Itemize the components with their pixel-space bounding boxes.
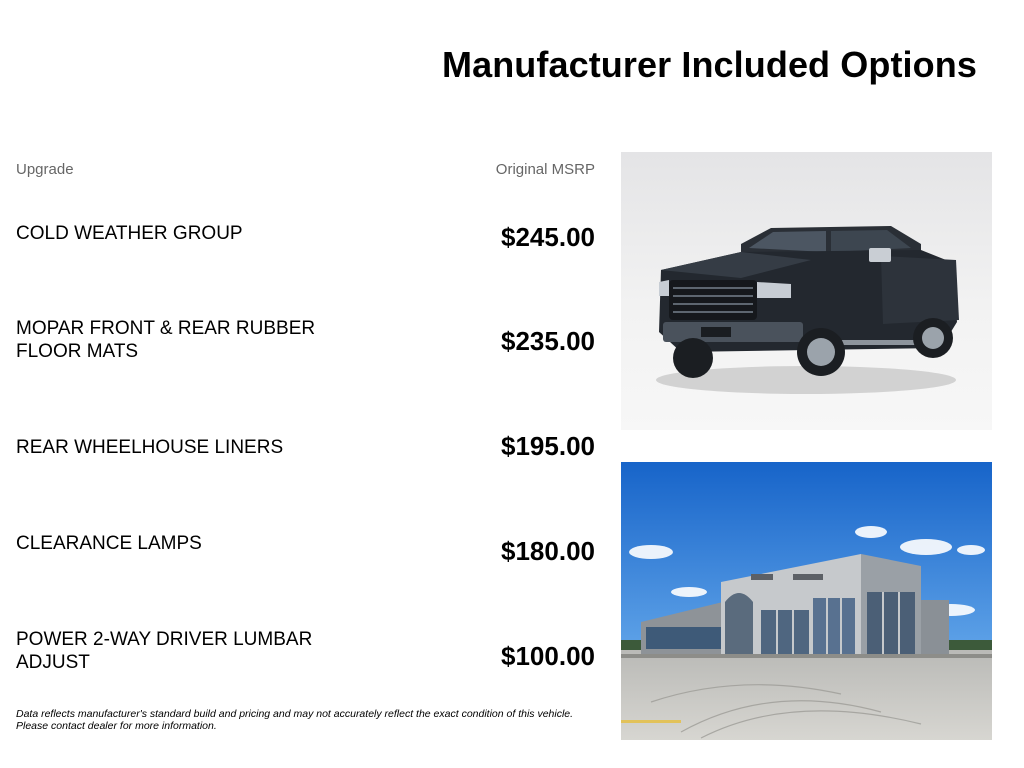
upgrade-column-header: Upgrade — [16, 161, 74, 178]
option-price: $235.00 — [501, 326, 595, 356]
option-price: $180.00 — [501, 536, 595, 566]
page-title: Manufacturer Included Options — [442, 44, 977, 85]
option-name: POWER 2-WAY DRIVER LUMBAR ADJUST — [16, 629, 313, 673]
option-name: MOPAR FRONT & REAR RUBBER FLOOR MATS — [16, 318, 316, 362]
option-name: REAR WHEELHOUSE LINERS — [16, 437, 284, 458]
disclaimer-line-1: Data reflects manufacturer's standard build and pricing and may not accurately reflect the exact condition of this vehicle. — [16, 708, 574, 720]
option-name: CLEARANCE LAMPS — [16, 533, 202, 554]
option-price: $245.00 — [501, 222, 595, 252]
option-name: COLD WEATHER GROUP — [16, 223, 243, 244]
truck-photo — [621, 152, 992, 430]
option-price: $195.00 — [501, 431, 595, 461]
option-price: $100.00 — [501, 641, 595, 671]
truck-illustration — [621, 152, 992, 430]
dealership-illustration — [621, 462, 992, 740]
disclaimer — [16, 708, 616, 732]
dealership-photo — [621, 462, 992, 740]
disclaimer-line-2: Please contact dealer for more information. — [16, 720, 217, 732]
msrp-column-header: Original MSRP — [495, 161, 595, 178]
